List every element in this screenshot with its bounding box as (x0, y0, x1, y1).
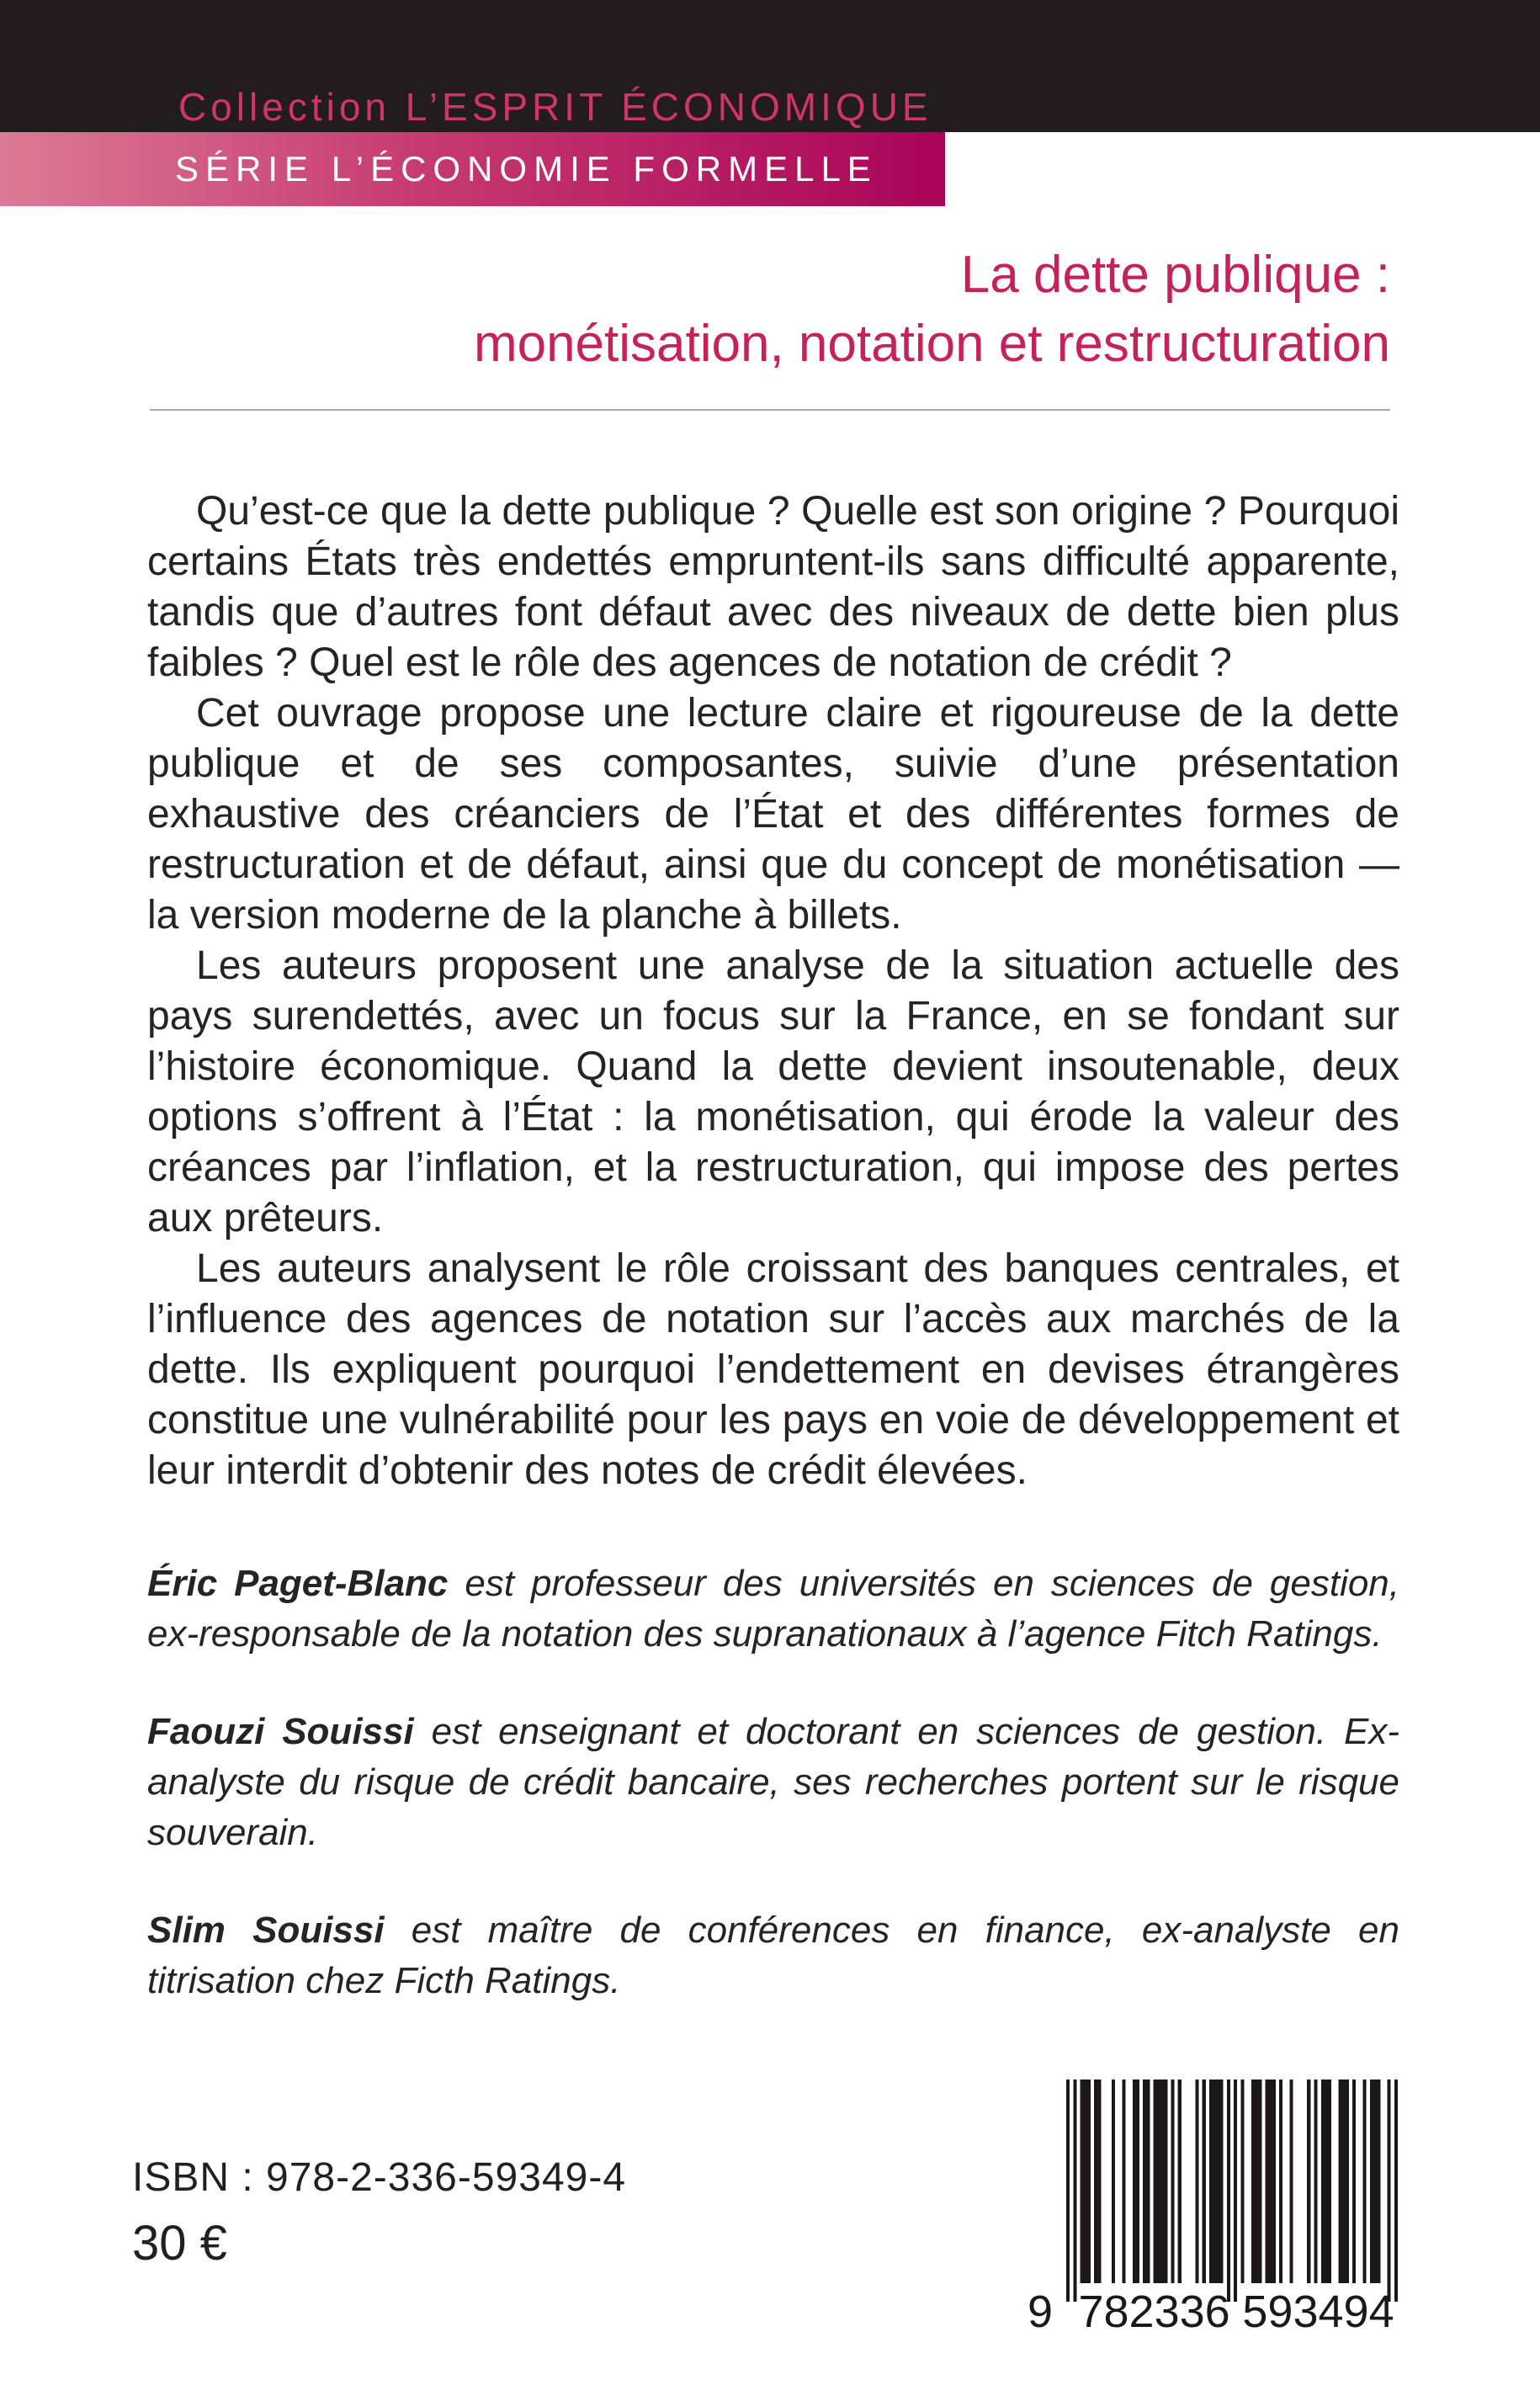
synopsis-paragraph: Les auteurs proposent une analyse de la situation actuelle des pays surendettés, avec un focus sur la France, en se fondant sur l’histoire économique. Quand la dette devient insoutenable, deux options s’offrent à l’État : la monétisation, qui érode la valeur des créances par l’inflation, et la restructuration, qui impose des pertes aux prêteurs. (147, 943, 1399, 1240)
barcode-digit: 9 (1267, 2287, 1293, 2337)
divider-rule (150, 409, 1390, 411)
author-bios (147, 1559, 1399, 2053)
barcode-digit: 6 (1204, 2287, 1230, 2337)
isbn-label: ISBN : 978-2-336-59349-4 (132, 2155, 627, 2200)
author-name: Slim Souissi (147, 1910, 385, 1951)
book-title (474, 241, 1390, 379)
author-bio: Slim Souissi est maître de conférences en finance, ex-analyste en titrisation chez Ficth Ratings. (147, 1910, 1400, 2001)
barcode-digit: 4 (1318, 2287, 1344, 2337)
synopsis-paragraph: Qu’est-ce que la dette publique ? Quelle est son origine ? Pourquoi certains États très endettés empruntent-ils sans difficulté apparente, tandis que d’autres font défaut avec des niveaux de dette bien plus faibles ? Quel est le rôle des agences de notation de crédit ? (147, 489, 1399, 685)
barcode-digit: 4 (1368, 2287, 1394, 2337)
barcode (1014, 2080, 1410, 2349)
barcode-digit: 3 (1154, 2287, 1180, 2337)
author-bio: Éric Paget-Blanc est professeur des universités en sciences de gestion, ex-responsable de la notation des supranationaux à l’agence Fitch Ratings. (147, 1563, 1399, 1655)
author-name: Éric Paget-Blanc (147, 1563, 449, 1604)
header-black-bar (0, 0, 1540, 132)
author-name: Faouzi Souissi (147, 1711, 414, 1752)
barcode-digit-group: 9 (1028, 2287, 1054, 2337)
barcode-digit: 7 (1078, 2287, 1104, 2337)
series-bar (0, 132, 945, 206)
title-line-1: La dette publique : (960, 246, 1390, 304)
barcode-digit-group (1242, 2286, 1394, 2338)
price-label: 30 € (132, 2216, 227, 2271)
barcode-digit: 2 (1128, 2287, 1155, 2337)
synopsis-paragraph: Cet ouvrage propose une lecture claire et rigoureuse de la dette publique et de ses composantes, suivie d’une présentation exhaustive des créanciers de l’État et des différentes formes de restructuration et de défaut, ainsi que du concept de monétisation — la version moderne de la planche à billets. (147, 691, 1399, 938)
barcode-digit: 9 (1343, 2287, 1369, 2337)
series-label: SÉRIE L’ÉCONOMIE FORMELLE (175, 149, 878, 189)
barcode-digit: 3 (1179, 2287, 1205, 2337)
barcode-digit-group (1078, 2286, 1230, 2338)
author-bio: Faouzi Souissi est enseignant et doctorant en sciences de gestion. Ex-analyste du risque de crédit bancaire, ses recherches portent sur le risque souverain. (147, 1711, 1400, 1853)
synopsis-paragraph: Les auteurs analysent le rôle croissant des banques centrales, et l’influence des agences de notation sur l’accès aux marchés de la dette. Ils expliquent pourquoi l’endettement en devises étrangères constitue une vulnérabilité pour les pays en voie de développement et leur interdit d’obtenir des notes de crédit élevées. (147, 1246, 1399, 1493)
barcode-digit: 5 (1242, 2287, 1268, 2337)
barcode-digit: 8 (1103, 2287, 1129, 2337)
synopsis (147, 486, 1399, 1496)
title-line-2: monétisation, notation et restructuration (473, 315, 1390, 373)
collection-label: Collection L’ESPRIT ÉCONOMIQUE (178, 85, 932, 129)
barcode-digit: 3 (1293, 2287, 1319, 2337)
barcode-bars (1066, 2080, 1398, 2302)
